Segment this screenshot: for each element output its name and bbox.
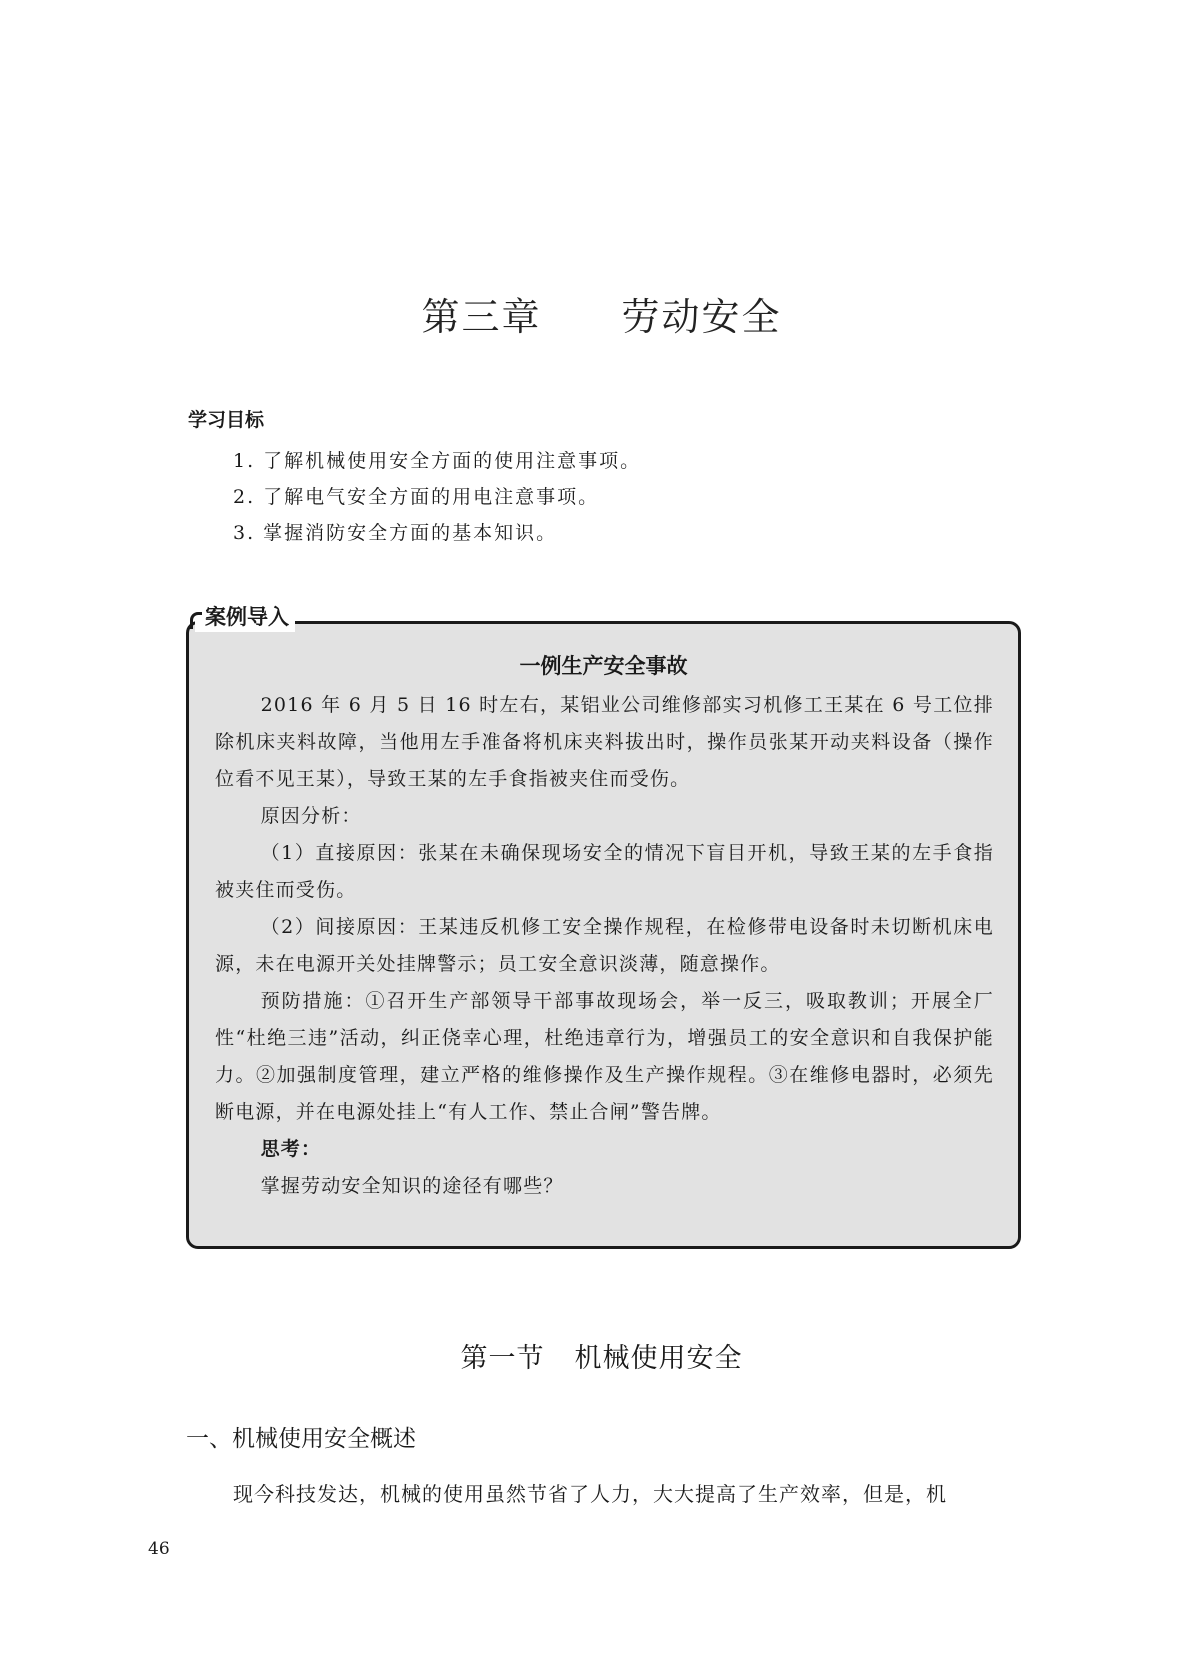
case-body [215,687,994,1205]
chapter-title [0,286,1203,341]
section-number: 第一节 [460,1343,545,1374]
case-paragraph: 预防措施：①召开生产部领导干部事故现场会，举一反三，吸取教训；开展全厂性“杜绝三违”活动，纠正侥幸心理，杜绝违章行为，增强员工的安全意识和自我保护能力。②加强制度管理，建立严格的维修操作及生产操作规程。③在维修电器时，必须先断电源，并在电源处挂上“有人工作、禁止合闸”警告牌。 [215,990,994,1123]
page-number: 46 [148,1539,170,1559]
think-label: 思考： [260,1138,322,1160]
case-title: 一例生产安全事故 [519,654,688,678]
case-paragraph: 2016 年 6 月 5 日 16 时左右，某铝业公司维修部实习机修工王某在 6 号工位排除机床夹料故障，当他用左手准备将机床夹料拔出时，操作员张某开动夹料设备（操作位看不见王某），导致王某的左手食指被夹住而受伤。 [215,694,994,790]
objective-item: 1. 了解机械使用安全方面的使用注意事项。 [233,450,642,472]
objective-item: 2. 了解电气安全方面的用电注意事项。 [233,486,600,508]
subsection-heading: 一、机械使用安全概述 [186,1426,416,1452]
case-paragraph: 原因分析： [260,805,362,827]
case-paragraph: （2）间接原因：王某违反机修工安全操作规程，在检修带电设备时未切断机床电源，未在电源开关处挂牌警示；员工安全意识淡薄，随意操作。 [215,916,994,975]
think-question: 掌握劳动安全知识的途径有哪些？ [260,1175,564,1197]
body-text: 现今科技发达，机械的使用虽然节省了人力，大大提高了生产效率，但是，机 [233,1482,947,1506]
chapter-number: 第三章 [421,295,542,339]
objective-item: 3. 掌握消防安全方面的基本知识。 [233,522,558,544]
objectives-list [233,446,641,554]
case-box [186,605,1021,1249]
chapter-name: 劳动安全 [621,295,782,339]
case-label: 案例导入 [195,602,295,632]
case-paragraph: （1）直接原因：张某在未确保现场安全的情况下盲目开机，导致王某的左手食指被夹住而受伤。 [215,842,994,901]
section-name: 机械使用安全 [574,1343,743,1374]
section-title [0,1336,1203,1375]
objectives-heading: 学习目标 [188,409,265,431]
